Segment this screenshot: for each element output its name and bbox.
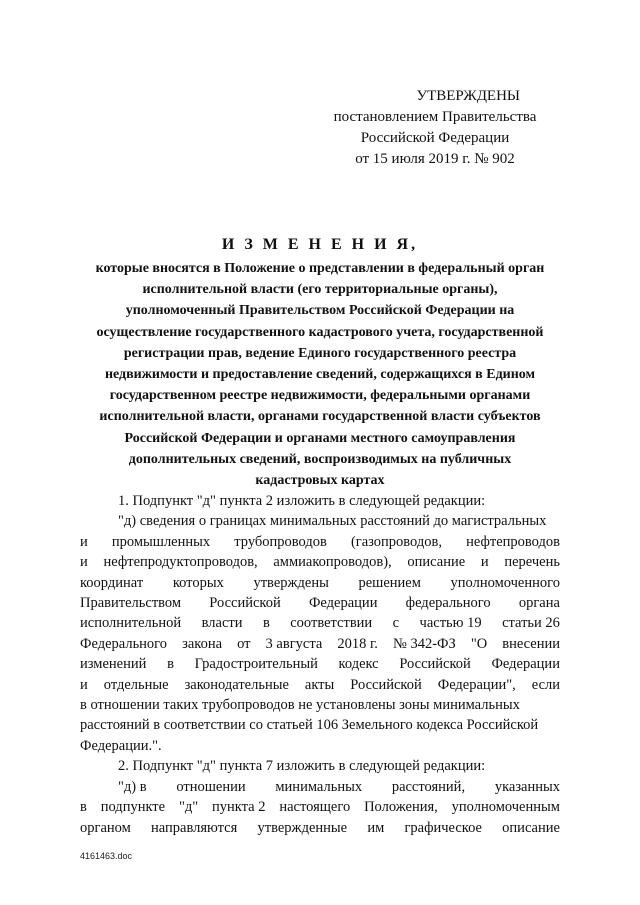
paragraph-1-heading: 1. Подпункт "д" пункта 2 изложить в следующей редакции:: [118, 493, 486, 509]
subtitle-line: исполнительной власти (его территориальные органы),: [142, 282, 498, 298]
text-line: [80, 818, 560, 838]
document-subtitle: [70, 258, 570, 491]
word: аммиакопроводов),: [273, 554, 392, 571]
subtitle-line: уполномоченный Правительством Российской Федерации на: [125, 303, 515, 319]
word: (газопроводов,: [350, 533, 442, 550]
file-name-footer: 4161463.doc: [80, 851, 133, 861]
word: утверждены: [253, 574, 329, 591]
word: нефтепродуктопроводов,: [103, 554, 258, 571]
text-line: [80, 634, 560, 654]
word: координат: [80, 574, 144, 591]
subtitle-line: государственном реестре недвижимости, федеральными органами: [109, 388, 531, 404]
word: Правительством: [80, 595, 182, 612]
word: органа: [518, 595, 560, 612]
word: в: [80, 799, 87, 816]
word: которых: [172, 574, 224, 591]
approval-date-line: от 15 июля 2019 г. № 902: [355, 151, 515, 167]
text-line: [80, 573, 560, 593]
word: "О: [470, 635, 488, 652]
word: им: [367, 819, 385, 836]
subtitle-line: которые вносятся в Положение о представлении в федеральный орган: [95, 261, 545, 276]
word: соответствии: [290, 615, 373, 632]
word: частью 19: [419, 615, 482, 632]
word: законодательные: [184, 676, 289, 693]
subtitle-line: Российской Федерации и органами местного самоуправления: [124, 430, 516, 446]
approval-heading: УТВЕРЖДЕНЫ: [416, 88, 520, 104]
text-line: [80, 593, 560, 613]
text-line: [80, 797, 560, 817]
word: в: [262, 615, 270, 632]
subtitle-line: недвижимости и предоставление сведений, содержащихся в Едином: [104, 367, 536, 383]
word: органом: [80, 819, 131, 836]
word: уполномоченного: [450, 574, 560, 591]
word: подпункте: [100, 799, 166, 816]
text-line: [80, 511, 560, 531]
word: отдельные: [103, 676, 169, 693]
word: Российской: [209, 595, 281, 612]
word: решением: [358, 574, 421, 591]
word: изменений: [80, 656, 147, 673]
text-line: [80, 552, 560, 572]
subtitle-line: регистрации прав, ведение Единого государственного реестра: [123, 345, 517, 361]
subtitle-line: исполнительной власти, органами государственной власти субъектов: [99, 409, 541, 425]
word: внесении: [502, 635, 560, 652]
approval-line: постановлением Правительства: [333, 109, 537, 125]
word: закона: [182, 635, 223, 652]
word: Федерального: [80, 635, 168, 652]
word: уполномоченным: [451, 799, 560, 816]
word: указанных: [494, 778, 560, 795]
text-line: [80, 777, 560, 797]
word: 3 августа: [265, 635, 323, 652]
word: промышленных: [111, 533, 211, 550]
word: направляются: [151, 819, 238, 836]
paragraph-2-heading: 2. Подпункт "д" пункта 7 изложить в следующей редакции:: [118, 758, 486, 775]
word: описание: [502, 819, 560, 836]
word: нефтепроводов: [466, 533, 560, 550]
word: трубопроводов: [234, 533, 327, 550]
word: Федерации: [491, 656, 560, 673]
word: расстояний,: [391, 778, 466, 795]
word: и: [80, 554, 88, 571]
subtitle-line: дополнительных сведений, воспроизводимых на публичных: [128, 451, 512, 467]
word: графическое: [404, 819, 482, 836]
subtitle-line: осуществление государственного кадастрового учета, государственной: [96, 324, 544, 340]
word: Градостроительный: [194, 656, 318, 673]
word: в: [167, 656, 174, 673]
text-line: [80, 532, 560, 552]
word: 2018 г.: [337, 635, 378, 652]
word: настоящего: [279, 799, 351, 816]
word: минимальных: [275, 778, 363, 795]
word: и: [480, 554, 489, 571]
word: с: [392, 615, 400, 632]
word: и: [80, 533, 88, 550]
word: и: [80, 676, 88, 693]
word: статьи 26: [502, 615, 560, 632]
word: расстояний в соответствии со статьей 106 Земельного кодекса Российской: [80, 717, 539, 734]
word: от: [237, 635, 251, 652]
word: отношении: [176, 778, 246, 795]
paragraph-1-text: [80, 511, 560, 735]
word: Российской: [399, 656, 471, 673]
word: утвержденные: [257, 819, 348, 836]
text-line: [80, 675, 560, 695]
subtitle-line: кадастровых картах: [255, 473, 385, 489]
word: описание: [407, 554, 466, 571]
word: "д": [178, 799, 199, 816]
word: власти: [201, 615, 243, 632]
word: Федерации: [308, 595, 378, 612]
approval-stamp: [320, 86, 550, 170]
paragraph-1-last-line: Федерации.".: [80, 737, 162, 754]
text-line: [80, 715, 560, 735]
word: в отношении таких трубопроводов не установлены зоны минимальных: [80, 697, 520, 714]
word: "д) сведения о границах минимальных расстояний до магистральных: [118, 513, 547, 530]
word: пункта 2: [212, 799, 266, 816]
document-body: [80, 491, 560, 838]
word: Положения,: [364, 799, 438, 816]
word: Российской: [350, 676, 422, 693]
word: № 342-ФЗ: [392, 635, 456, 652]
word: "д) в: [118, 778, 147, 795]
text-line: [80, 654, 560, 674]
word: если: [531, 676, 560, 693]
word: кодекс: [338, 656, 379, 673]
word: Федерации",: [437, 676, 516, 693]
word: федерального: [405, 595, 491, 612]
text-line: [80, 613, 560, 633]
approval-line: Российской Федерации: [360, 130, 510, 146]
text-line: [80, 695, 560, 715]
paragraph-2-text: [80, 777, 560, 838]
document-title: И З М Е Н Е Н И Я,: [221, 236, 419, 253]
word: акты: [304, 676, 335, 693]
word: исполнительной: [80, 615, 182, 632]
word: перечень: [504, 554, 560, 571]
